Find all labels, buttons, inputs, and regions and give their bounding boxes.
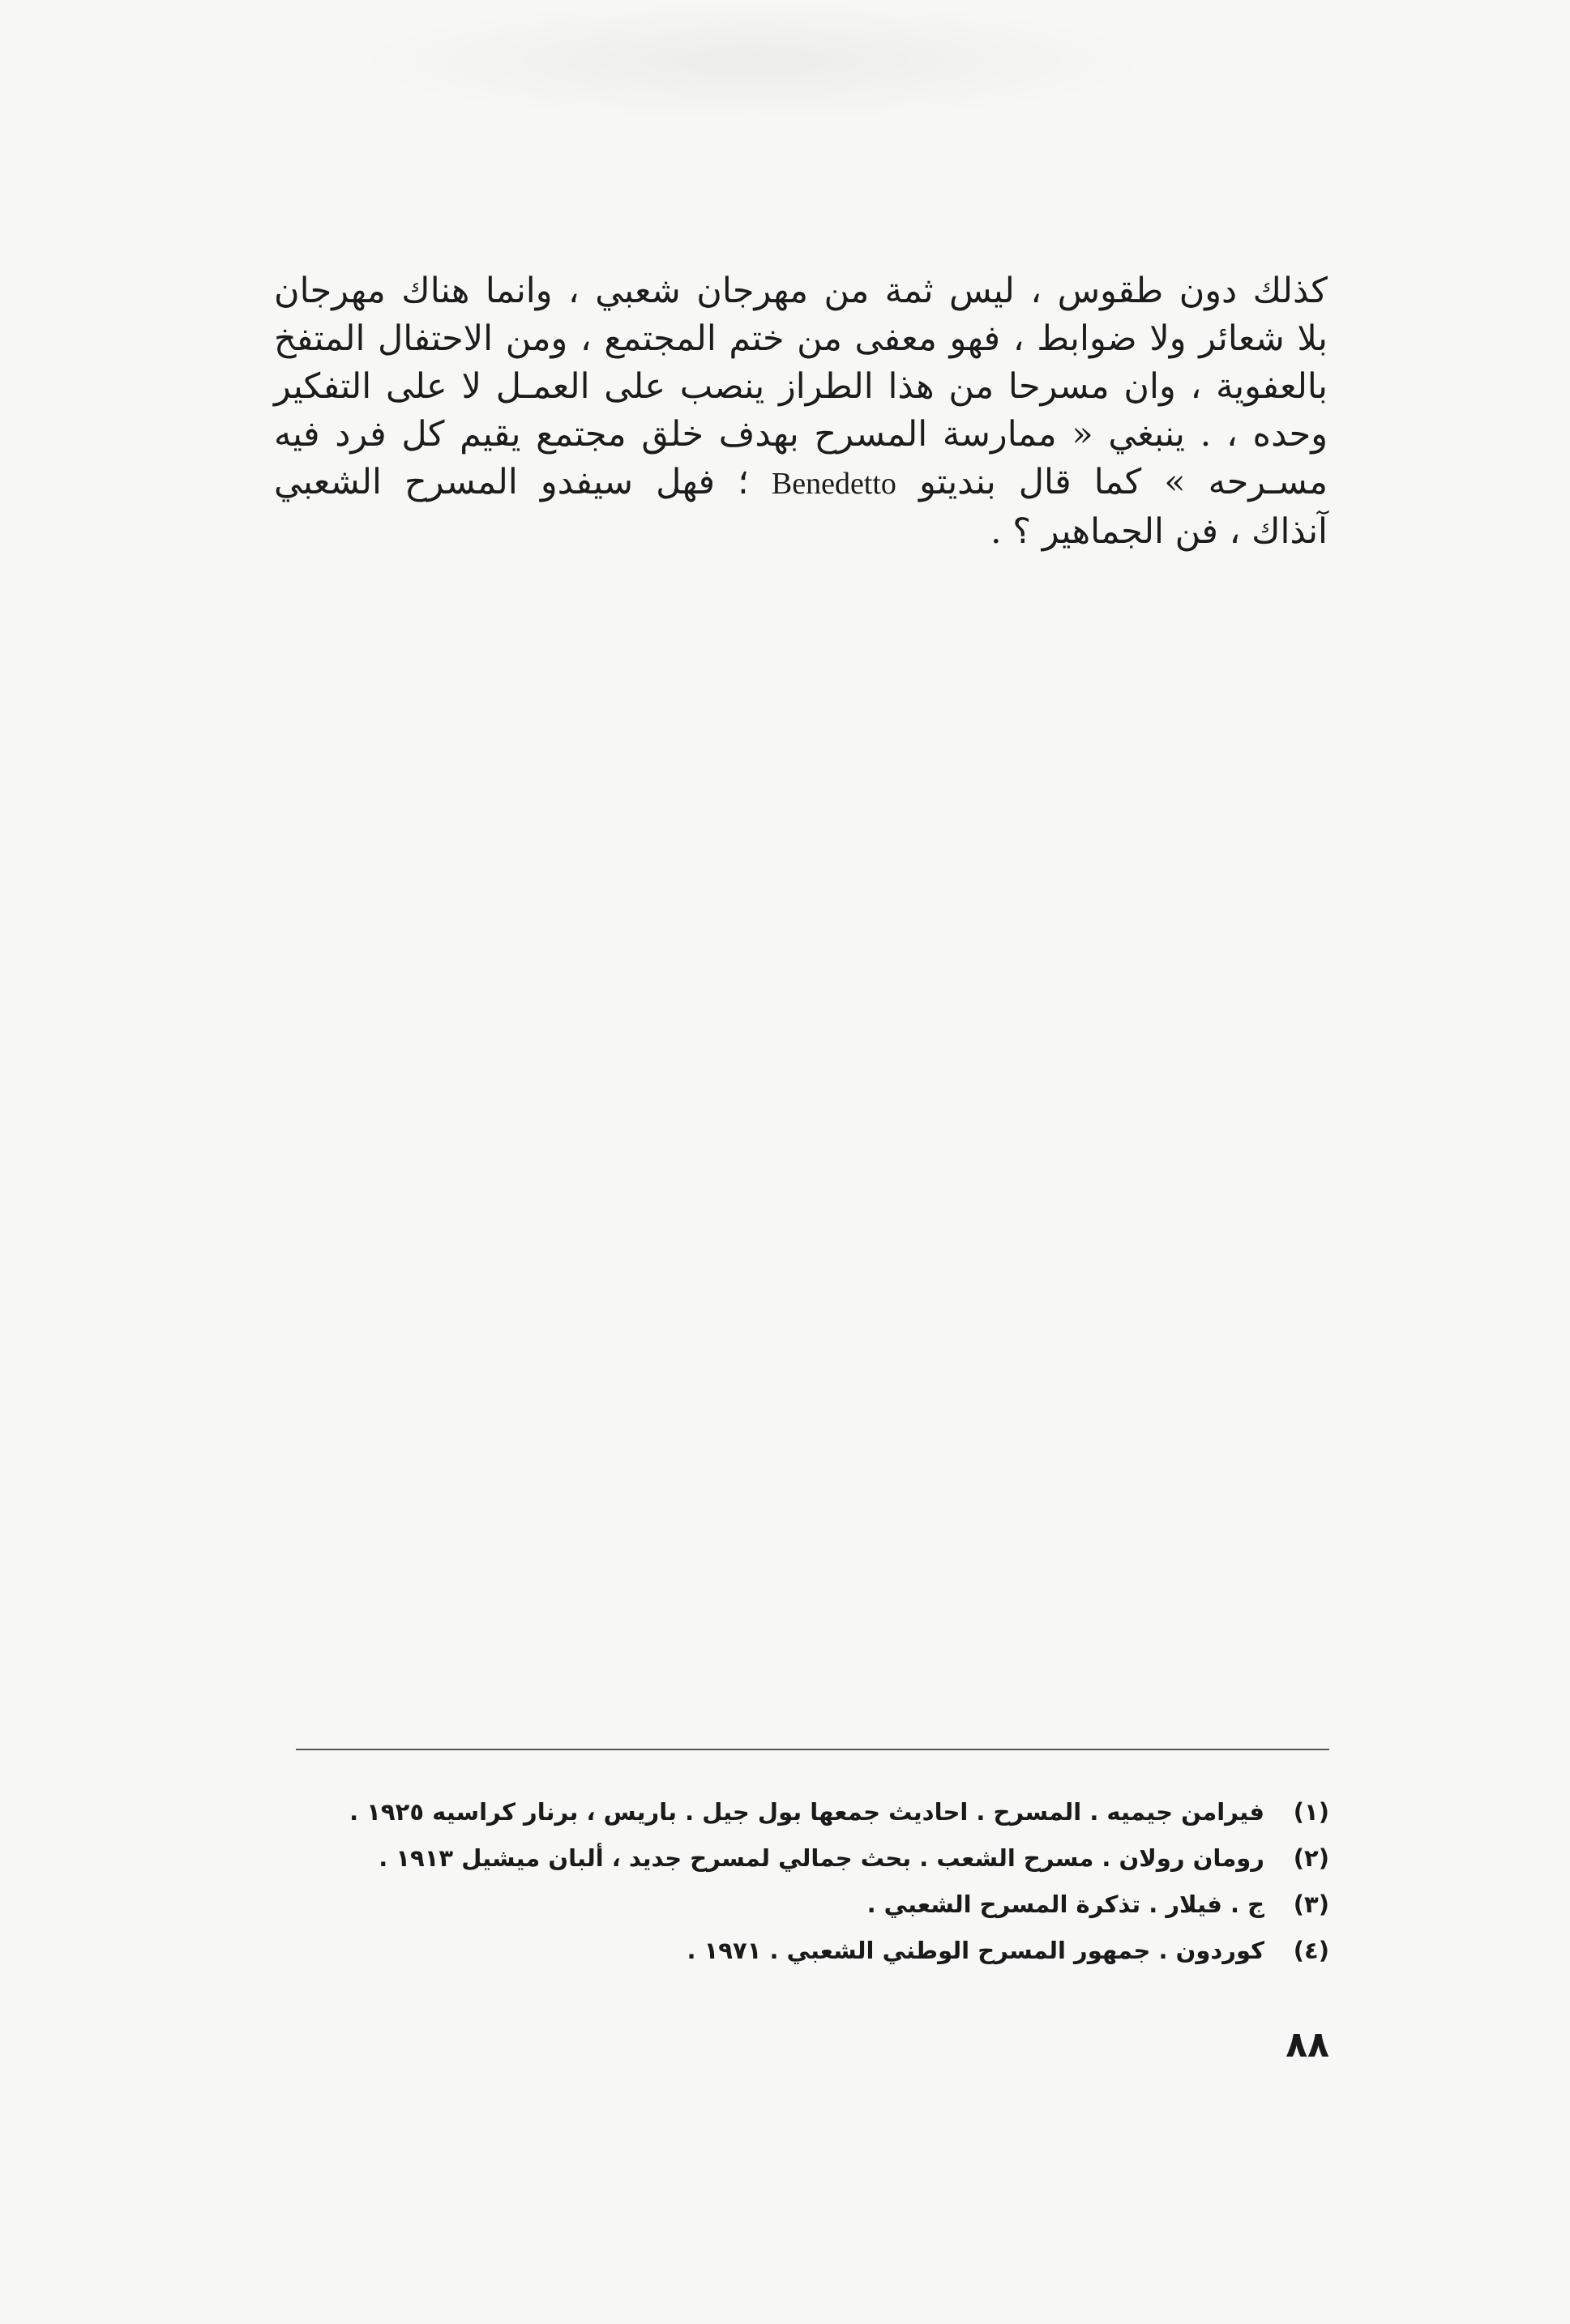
body-line-part: ؛ فهل سيفدو المسرح الشعبي [274,462,749,502]
footnote-item [267,1882,1329,1928]
footnote-number: (٤) [1293,1937,1329,1964]
footnote-number: (١) [1293,1798,1329,1826]
footnotes [267,1789,1329,1974]
body-paragraph [274,267,1328,556]
latin-name: Benedetto [771,467,896,501]
footnote-text: فيرامن جيميه . المسرح . احاديث جمعها بول جيل . باريس ، برنار كراسيه ١٩٢٥ . [349,1798,1264,1826]
footnote-item [267,1789,1329,1835]
body-line: بالعفوية ، وان مسرحا من هذا الطراز ينصب على العمـل لا على التفكير [274,366,1328,407]
footnote-text: ج . فيلار . تذكرة المسرح الشعبي . [866,1890,1264,1918]
body-line: بلا شعائر ولا ضوابط ، فهو معفى من ختم المجتمع ، ومن الاحتفال المتفخ [274,318,1328,359]
footnote-item [267,1928,1329,1974]
footnote-item [267,1835,1329,1882]
footnote-number: (٣) [1293,1890,1329,1918]
body-line [274,459,1328,508]
body-line: كذلك دون طقوس ، ليس ثمة من مهرجان شعبي ، وانما هناك مهرجان [274,271,1328,311]
footnote-divider [296,1749,1329,1750]
body-line: وحده ، . ينبغي « ممارسة المسرح بهدف خلق مجتمع يقيم كل فرد فيه [274,414,1328,455]
page-number: ٨٨ [1286,2024,1329,2066]
body-line: آنذاك ، فن الجماهير ؟ . [990,511,1328,552]
footnote-number: (٢) [1293,1844,1329,1872]
show-through-shadow [349,0,1159,122]
footnote-text: رومان رولان . مسرح الشعب . بحث جمالي لمسرح جديد ، ألبان ميشيل ١٩١٣ . [379,1844,1264,1872]
body-line-part: مسـرحه » كما قال بنديتو [919,462,1328,502]
footnote-text: كوردون . جمهور المسرح الوطني الشعبي . ١٩٧١ . [687,1937,1264,1964]
